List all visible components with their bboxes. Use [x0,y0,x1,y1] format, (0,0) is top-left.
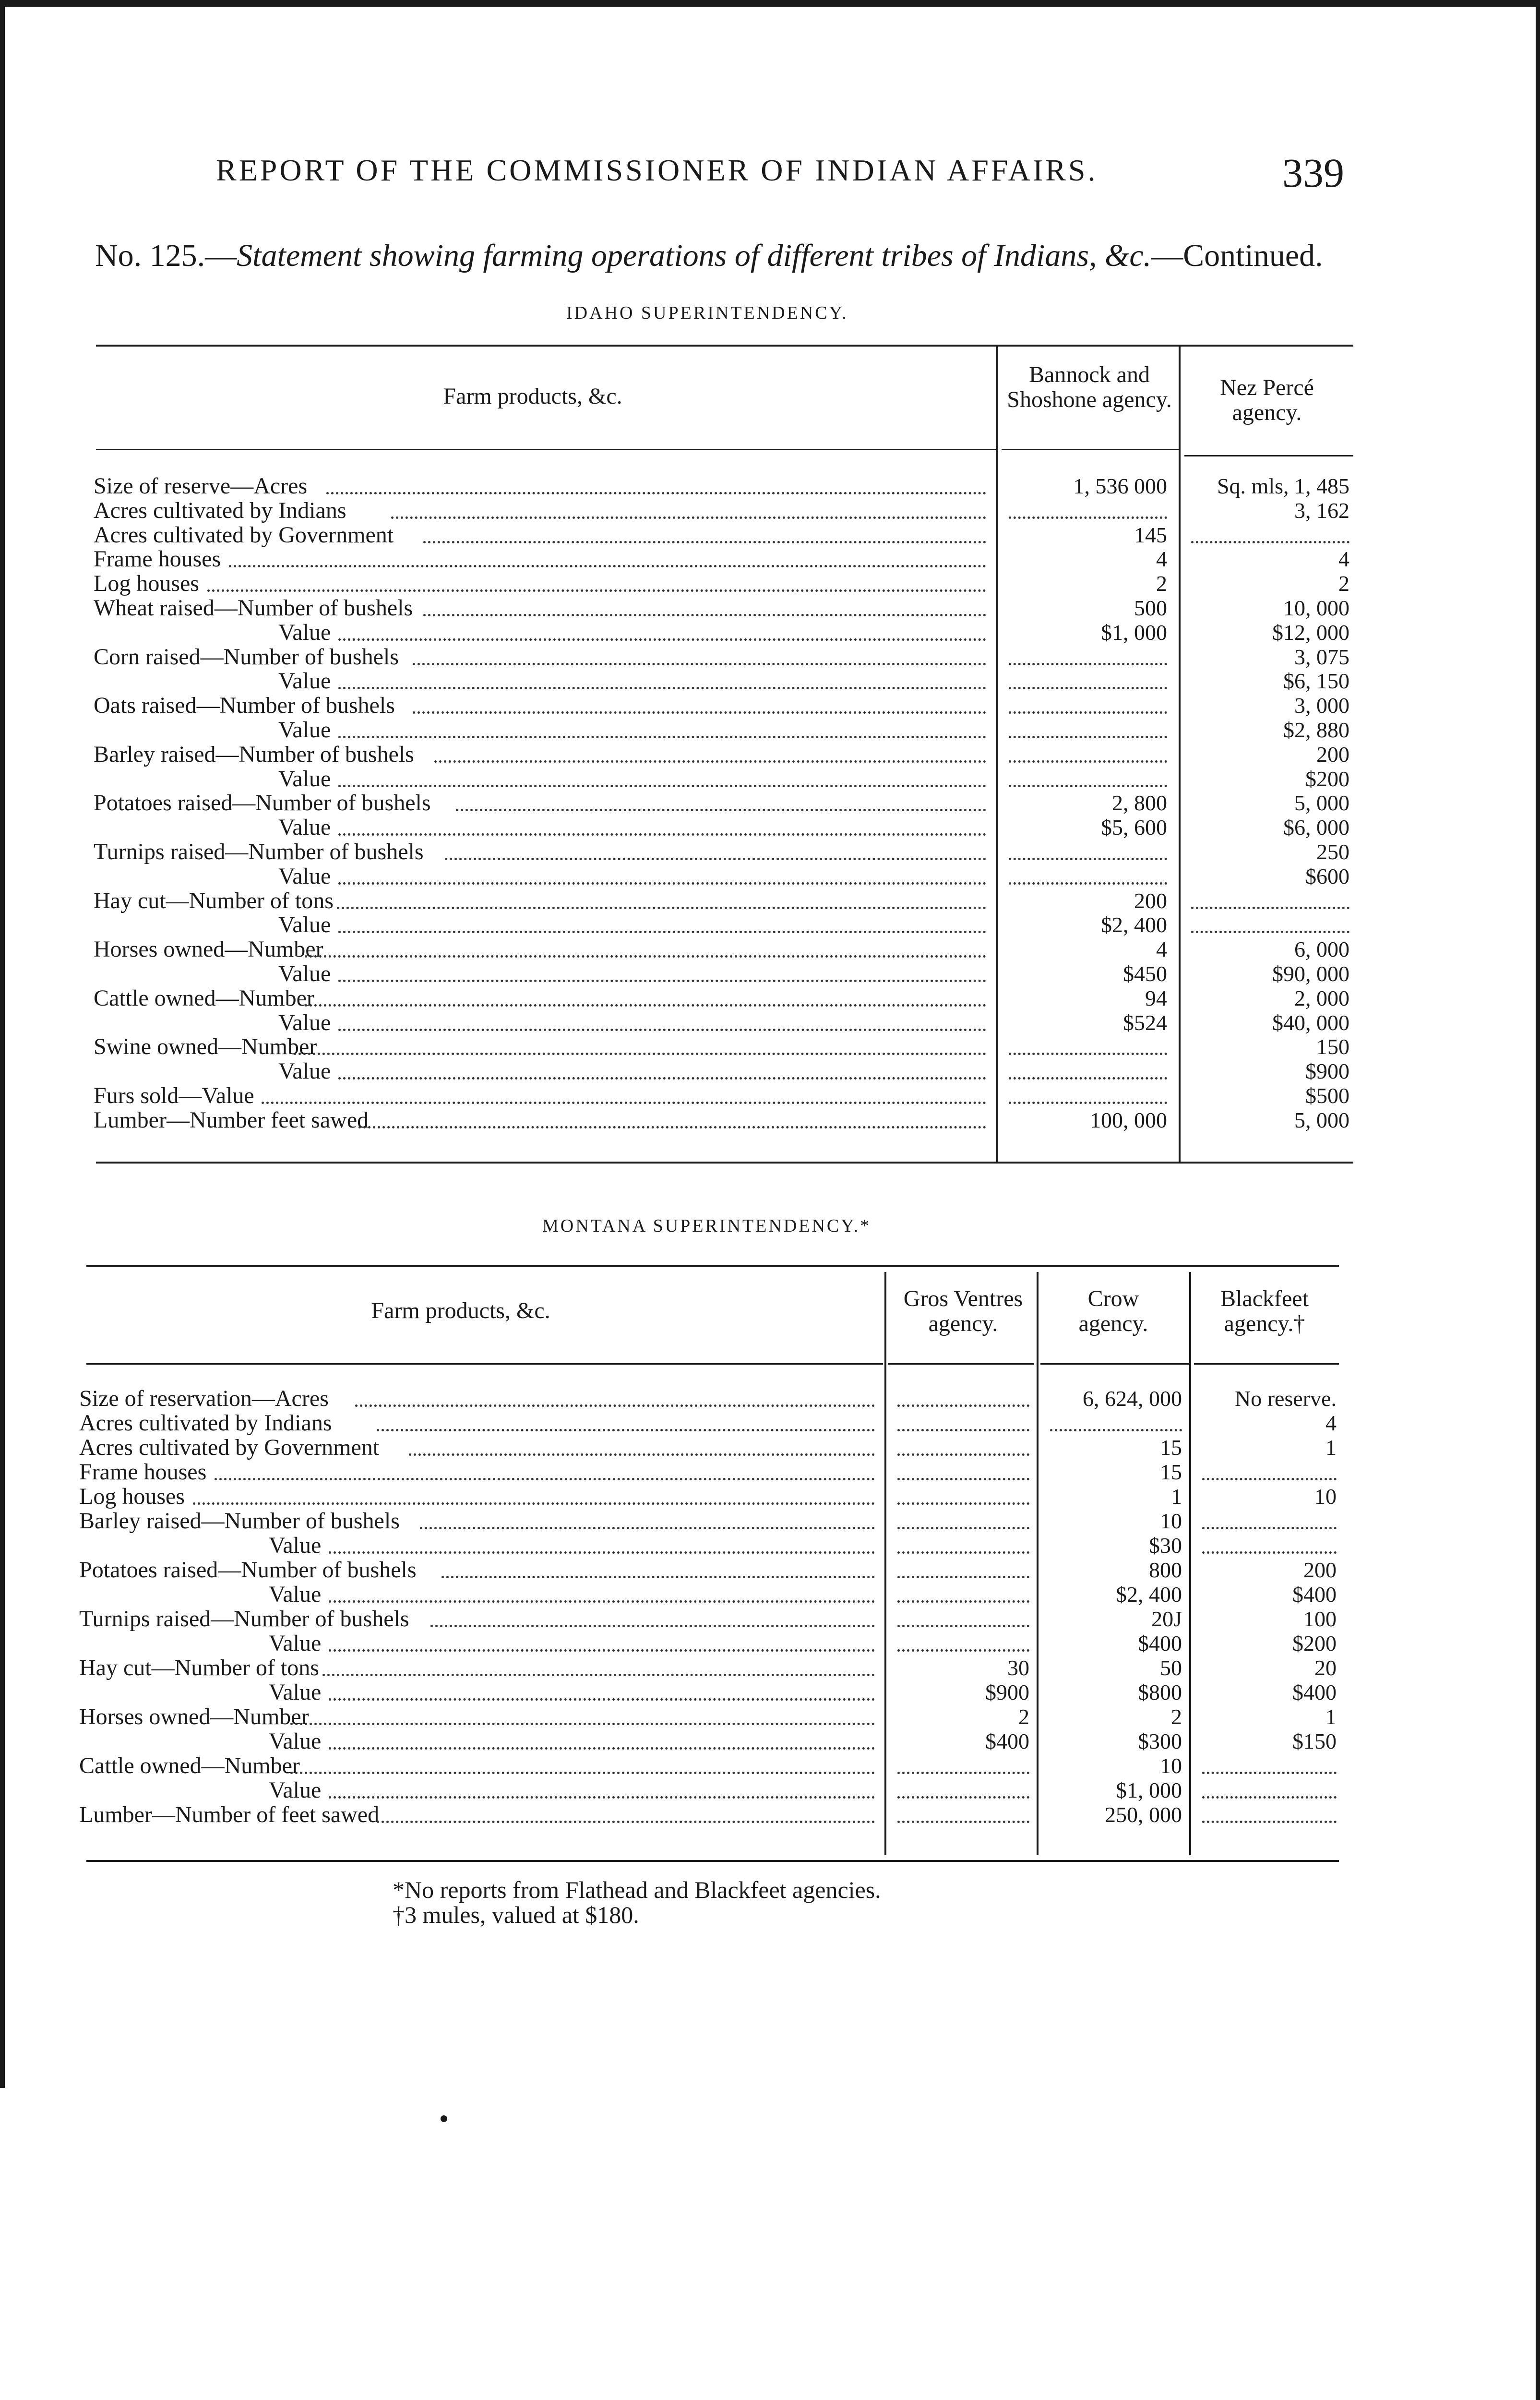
empty-cell-leader [897,1453,1029,1456]
data-cell: 4 [1156,547,1167,572]
row-label: Frame houses [94,546,221,572]
data-cell: 10 [1160,1509,1182,1533]
row-label: Frame houses [79,1459,207,1485]
empty-cell-leader [1202,1551,1337,1554]
data-cell: 2, 800 [1112,791,1167,816]
montana-gros-ventres-header: Gros Ventres agency. [903,1286,1023,1336]
empty-cell-leader [1191,931,1349,933]
empty-cell-leader [897,1649,1029,1652]
row-label: Corn raised—Number of bushels [94,644,399,670]
data-cell: 2 [1018,1704,1029,1729]
data-cell: $524 [1123,1010,1167,1035]
row-leader [430,1625,875,1627]
row-label: Hay cut—Number of tons [79,1655,319,1680]
row-leader [423,614,986,616]
data-cell: 2 [1171,1704,1182,1729]
row-leader [290,1723,875,1725]
data-cell: 200 [1316,742,1349,767]
row-leader [355,1404,875,1407]
row-leader [358,1126,986,1128]
empty-cell-leader [897,1551,1029,1554]
row-leader [338,833,986,836]
row-label: Value [278,863,331,889]
row-leader [338,1029,986,1031]
montana-column-divider-1 [884,1272,886,1855]
row-leader [305,1004,986,1007]
empty-cell-leader [897,1772,1029,1774]
empty-cell-leader [897,1527,1029,1529]
data-cell: 6, 000 [1294,937,1349,962]
row-leader [338,638,986,641]
row-label: Acres cultivated by Government [79,1435,380,1460]
empty-cell-leader [897,1625,1029,1627]
row-leader [329,1551,875,1554]
empty-cell-leader [1009,687,1167,689]
empty-cell-leader [1009,711,1167,714]
ink-speck [441,2115,447,2122]
data-cell: $400 [985,1729,1029,1753]
data-cell: 500 [1134,596,1167,620]
data-cell: $40, 000 [1272,1010,1349,1035]
row-label: Value [278,912,331,938]
data-cell: 1 [1325,1435,1337,1460]
empty-cell-leader [897,1821,1029,1823]
data-cell: $800 [1138,1680,1182,1704]
data-cell: 250, 000 [1105,1802,1182,1827]
row-leader [413,711,986,714]
data-cell: 2 [1338,571,1349,596]
empty-cell-leader [897,1576,1029,1578]
montana-column-divider-2 [1037,1272,1039,1855]
data-cell: $400 [1292,1582,1337,1607]
row-label: Value [269,1728,322,1754]
data-cell: 20 [1314,1656,1337,1680]
row-leader [207,589,986,592]
data-cell: $6, 150 [1283,669,1349,694]
empty-cell-leader [1009,1102,1167,1104]
row-label: Oats raised—Number of bushels [94,693,395,719]
data-cell: 5, 000 [1294,1107,1349,1132]
idaho-table-bottom-rule [96,1162,1353,1164]
data-cell: 6, 624, 000 [1083,1386,1182,1411]
empty-cell-leader [1009,785,1167,787]
data-cell: 2, 000 [1294,985,1349,1010]
data-cell: $90, 000 [1272,961,1349,986]
data-cell: 10 [1314,1484,1337,1509]
empty-cell-leader [1202,1527,1337,1529]
data-cell: $2, 880 [1283,718,1349,742]
montana-header-rule-3 [1040,1363,1189,1365]
empty-cell-leader [897,1502,1029,1505]
row-label: Value [278,961,331,986]
page-number: 339 [1282,150,1344,196]
data-cell: $5, 600 [1101,815,1167,840]
row-leader [423,541,986,543]
empty-cell-leader [1202,1796,1337,1799]
data-cell: 30 [1007,1656,1029,1680]
row-label: Value [278,766,331,792]
data-cell: $30 [1149,1533,1182,1558]
idaho-column-divider-1 [996,345,998,1163]
row-label: Value [278,1009,331,1035]
row-leader [445,858,986,860]
row-leader [338,687,986,689]
data-cell: $2, 400 [1116,1582,1182,1607]
data-cell: 150 [1316,1034,1349,1059]
data-cell: $150 [1292,1729,1337,1753]
row-leader [338,931,986,933]
scan-border-left [0,0,5,2088]
row-leader [442,1576,875,1578]
empty-cell-leader [897,1478,1029,1480]
data-cell: 1, 536 000 [1073,474,1167,498]
row-label: Value [278,815,331,840]
montana-header-rule-1 [86,1363,883,1365]
data-cell: $450 [1123,961,1167,986]
running-head: REPORT OF THE COMMISSIONER OF INDIAN AFFAIRS. [216,153,1098,187]
data-cell: $200 [1292,1631,1337,1656]
row-leader [290,1772,875,1774]
montana-farm-products-header: Farm products, &c. [371,1298,550,1323]
data-cell: $300 [1138,1729,1182,1753]
row-label: Value [269,1680,322,1705]
idaho-farm-products-header: Farm products, &c. [443,384,622,409]
empty-cell-leader [1202,1772,1337,1774]
data-cell: $1, 000 [1116,1778,1182,1802]
row-leader [338,785,986,787]
row-leader [329,1600,875,1603]
row-leader [338,1077,986,1080]
scan-border-top [0,0,1540,7]
data-cell: $200 [1305,766,1349,791]
empty-cell-leader [1009,1053,1167,1055]
idaho-nez-perce-header: Nez Percé agency. [1220,375,1314,425]
data-cell: $600 [1305,864,1349,888]
data-cell: $2, 400 [1101,912,1167,937]
row-label: Horses owned—Number [79,1704,309,1729]
row-label: Potatoes raised—Number of bushels [94,790,431,816]
row-label: Log houses [94,571,199,597]
statement-number: No. 125.— [95,238,237,273]
data-cell: No reserve. [1234,1386,1337,1411]
row-leader [305,955,986,958]
montana-header-rule-4 [1194,1363,1339,1365]
montana-table-top-rule [86,1265,1339,1267]
row-label: Value [269,1533,322,1558]
row-leader [326,492,986,494]
row-label: Horses owned—Number [94,936,323,962]
row-leader [262,1102,986,1104]
idaho-table-top-rule [96,345,1353,347]
row-leader [420,1527,875,1529]
row-leader [229,565,986,567]
row-label: Value [269,1631,322,1656]
row-leader [456,809,986,811]
row-label: Potatoes raised—Number of bushels [79,1557,417,1583]
row-label: Wheat raised—Number of bushels [94,595,413,621]
empty-cell-leader [897,1429,1029,1431]
data-cell: 145 [1134,522,1167,547]
row-leader [329,1698,875,1701]
data-cell: $400 [1292,1680,1337,1704]
data-cell: 4 [1156,937,1167,962]
data-cell: 2 [1156,571,1167,596]
montana-crow-header: Crow agency. [1078,1286,1148,1336]
empty-cell-leader [1191,541,1349,543]
idaho-bannock-header: Bannock and Shoshone agency. [1007,362,1172,412]
empty-cell-leader [1050,1429,1182,1431]
montana-blackfeet-header: Blackfeet agency.† [1220,1286,1309,1336]
empty-cell-leader [897,1796,1029,1799]
row-label: Acres cultivated by Indians [94,497,346,523]
row-leader [193,1502,875,1505]
data-cell: 200 [1303,1558,1337,1582]
data-cell: $6, 000 [1283,815,1349,840]
montana-superintendency-title: MONTANA SUPERINTENDENCY.* [542,1216,871,1236]
row-leader [329,1747,875,1750]
data-cell: 15 [1160,1460,1182,1484]
row-label: Cattle owned—Number [94,985,314,1011]
row-leader [377,1821,875,1823]
idaho-header-rule-1 [96,449,997,450]
empty-cell-leader [1009,516,1167,519]
row-leader [337,907,986,909]
empty-cell-leader [1009,760,1167,763]
data-cell: 200 [1134,888,1167,913]
data-cell: $400 [1138,1631,1182,1656]
row-label: Barley raised—Number of bushels [79,1508,400,1534]
row-leader [413,663,986,665]
row-label: Value [278,1058,331,1084]
footnote-no-reports: *No reports from Flathead and Blackfeet agencies. [393,1876,881,1903]
row-leader [329,1796,875,1799]
data-cell: 4 [1325,1411,1337,1435]
row-leader [215,1478,875,1480]
row-label: Lumber—Number of feet sawed [79,1802,380,1827]
data-cell: $900 [1305,1059,1349,1084]
footnote-mules: †3 mules, valued at $180. [393,1901,639,1928]
row-label: Size of reservation—Acres [79,1386,329,1411]
idaho-superintendency-title: IDAHO SUPERINTENDENCY. [566,303,848,323]
row-leader [338,980,986,982]
row-label: Value [278,619,331,645]
row-label: Turnips raised—Number of bushels [94,839,424,864]
data-cell: 5, 000 [1294,791,1349,816]
row-label: Swine owned—Number [94,1034,317,1060]
row-label: Turnips raised—Number of bushels [79,1606,409,1632]
row-leader [391,516,986,519]
row-leader [329,1649,875,1652]
empty-cell-leader [1009,858,1167,860]
data-cell: 800 [1149,1558,1182,1582]
empty-cell-leader [1191,907,1349,909]
empty-cell-leader [1009,736,1167,738]
row-label: Value [269,1777,322,1803]
data-cell: $12, 000 [1272,620,1349,645]
row-label: Size of reserve—Acres [94,473,308,499]
data-cell: $900 [985,1680,1029,1704]
empty-cell-leader [1009,882,1167,885]
data-cell: 4 [1338,547,1349,572]
row-leader [409,1453,875,1456]
row-leader [434,760,986,763]
statement-heading [95,238,1323,274]
empty-cell-leader [1009,663,1167,665]
empty-cell-leader [1202,1478,1337,1480]
data-cell: 15 [1160,1435,1182,1460]
data-cell: 250 [1316,840,1349,864]
data-cell: $1, 000 [1101,620,1167,645]
data-cell: 94 [1145,985,1167,1010]
idaho-header-rule-2 [1002,449,1181,450]
data-cell: 10 [1160,1753,1182,1778]
data-cell: Sq. mls, 1, 485 [1217,474,1349,498]
row-leader [377,1429,875,1431]
row-label: Barley raised—Number of bushels [94,741,414,767]
row-leader [338,882,986,885]
empty-cell-leader [1009,1077,1167,1080]
empty-cell-leader [897,1404,1029,1407]
montana-column-divider-3 [1189,1272,1191,1855]
row-label: Value [278,668,331,694]
row-label: Acres cultivated by Indians [79,1410,332,1436]
statement-suffix: —Continued. [1151,238,1323,273]
data-cell: 20J [1151,1607,1182,1631]
data-cell: 1 [1171,1484,1182,1509]
row-leader [294,1053,986,1055]
idaho-header-rule-3 [1184,455,1353,456]
empty-cell-leader [897,1600,1029,1603]
row-label: Furs sold—Value [94,1083,254,1108]
scan-border-right [1536,0,1540,2400]
data-cell: 1 [1325,1704,1337,1729]
row-label: Value [278,717,331,743]
row-leader [322,1674,875,1676]
data-cell: 100, 000 [1090,1107,1167,1132]
data-cell: 50 [1160,1656,1182,1680]
row-leader [338,736,986,738]
montana-table-bottom-rule [86,1860,1339,1862]
data-cell: 3, 162 [1294,498,1349,523]
data-cell: 3, 075 [1294,644,1349,669]
data-cell: 100 [1303,1607,1337,1631]
idaho-column-divider-2 [1179,345,1181,1163]
empty-cell-leader [1202,1821,1337,1823]
row-label: Cattle owned—Number [79,1753,300,1778]
row-label: Hay cut—Number of tons [94,888,334,913]
row-label: Lumber—Number feet sawed [94,1107,369,1133]
data-cell: 10, 000 [1283,596,1349,620]
montana-header-rule-2 [888,1363,1034,1365]
data-cell: $500 [1305,1083,1349,1108]
statement-title: Statement showing farming operations of different tribes of Indians, &c. [237,238,1152,273]
row-label: Acres cultivated by Government [94,522,394,548]
row-label: Log houses [79,1484,185,1509]
data-cell: 3, 000 [1294,693,1349,718]
row-label: Value [269,1582,322,1607]
